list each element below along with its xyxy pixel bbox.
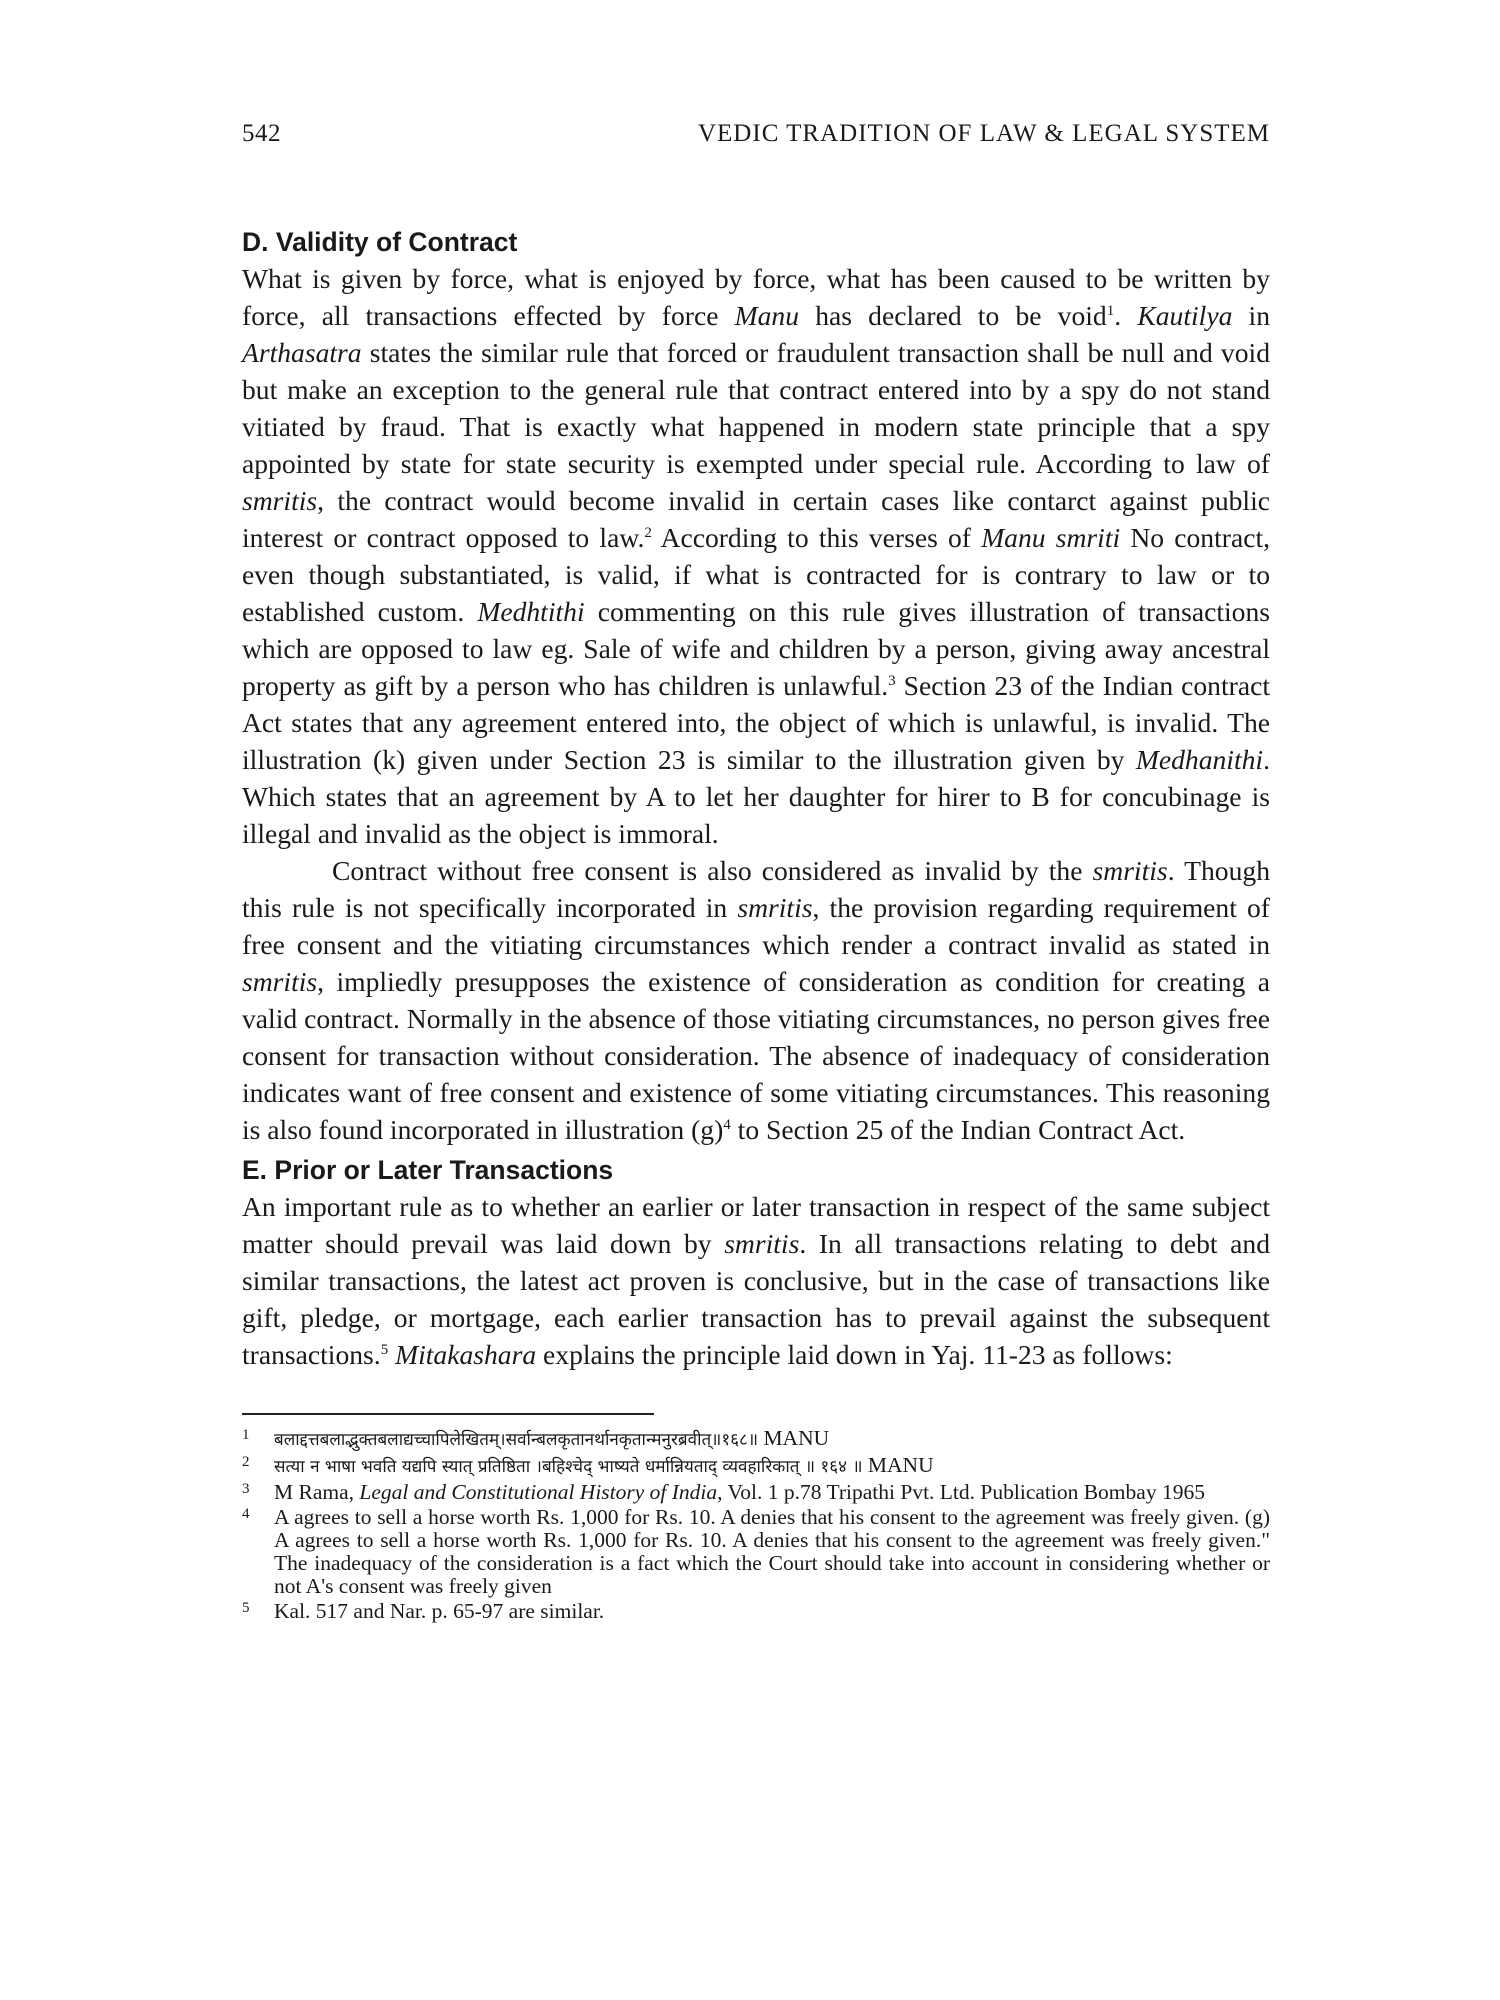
footnote-text: A agrees to sell a horse worth Rs. 1,000 for Rs. 10. A denies that his consent to the agreement was freely given. (g) A agrees to sell a horse worth Rs. 1,000 for Rs. 10. A denies that his consent to the agreement was freely given." The inadequacy of the consideration is a fact which the Court should take into account in considering whether or not A's consent was freely given (274, 1505, 1270, 1598)
section-e-heading: E. Prior or Later Transactions (242, 1155, 614, 1185)
italic-term: smritis (242, 485, 318, 516)
section-d-paragraph-2: Contract without free consent is also considered as invalid by the smritis. Though this rule is not specifically incorporated in smritis, the provision regarding requirement of free consent and the vitiating circumstances which render a contract invalid as stated in smritis, impliedly presupposes the existence of consideration as condition for creating a valid contract. Normally in the absence of those vitiating circumstances, no person gives free consent for transaction without consideration. The absence of inadequacy of consideration indicates want of free consent and existence of some vitiating circumstances. This reasoning is also found incorporated in illustration $(g)^4$ to Section 25 of the Indian Contract Act. (242, 855, 1270, 1145)
footnote-text: बलाद्दत्तबलाद्भुक्तबलाद्यच्चापिलेखितम्।सर्वान्बलकृतानर्थानकृतान्मनुरब्रवीत्॥१६८॥ MANU (274, 1426, 830, 1450)
italic-term: smritis (724, 1228, 800, 1259)
footnote-ref: 2 (644, 524, 652, 541)
footnote-number: 5 (242, 1600, 250, 1616)
footnote-number: 1 (242, 1427, 250, 1443)
italic-term: smritis (737, 892, 813, 923)
footnote-ref: 5 (380, 1341, 389, 1358)
footnote-number: 4 (242, 1506, 250, 1522)
footnote-separator (242, 1413, 654, 1415)
footnote (242, 1600, 1270, 1623)
footnote (242, 1454, 1270, 1479)
footnote-text: Kal. 517 and Nar. p. 65-97 are similar. (274, 1599, 605, 1623)
italic-term: Medhtithi (477, 596, 585, 627)
footnote-ref: 1 (1106, 302, 1115, 319)
footnote-number: 3 (242, 1481, 250, 1497)
page-number: 542 (242, 120, 281, 147)
italic-term: Manu smriti (981, 522, 1121, 553)
footnote (242, 1427, 1270, 1452)
footnote-ref: 3 (888, 672, 896, 689)
footnote (242, 1481, 1270, 1504)
section-e-paragraph-1: An important rule as to whether an earlier or later transaction in respect of the same subject matter should prevail was laid down by smritis. In all transactions relating to debt and similar transactions, the latest act proven is conclusive, but in the case of transactions like gift, pledge, or mortgage, each earlier transaction has to prevail against the subsequent transactions.$^5$ Mitakashara explains the principle laid down in Yaj. 11-23 as follows: (242, 1191, 1270, 1370)
italic-term: Legal and Constitutional History of India (359, 1480, 718, 1504)
italic-term: Arthasatra (242, 337, 362, 368)
section-d-paragraph-1: What is given by force, what is enjoyed by force, what has been caused to be written by force, all transactions effected by force Manu has declared to be void$^1$. Kautilya in Arthasatra states the similar rule that forced or fraudulent transaction shall be null and void but make an exception to the general rule that contract entered into by a spy do not stand vitiated by fraud. That is exactly what happened in modern state principle that a spy appointed by state for state security is exempted under special rule. According to law of smritis, the contract would become invalid in certain cases like contarct against public interest or contract opposed to law.$^2$ According to this verses of Manu smriti No contract, even though substantiated, is valid, if what is contracted for is contrary to law or to established custom. Medhtithi commenting on this rule gives illustration of transactions which are opposed to law eg. Sale of wife and children by a person, giving away ancestral property as gift by a person who has children is unlawful.$^3$ Section 23 of the Indian contract Act states that any agreement entered into, the object of which is unlawful, is invalid. The illustration (k) given under Section 23 is similar to the illustration given by Medhanithi. Which states that an agreement by A to let her daughter for hirer to B for concubinage is illegal and invalid as the object is immoral. (242, 263, 1271, 849)
footnote-ref: 4 (723, 1116, 731, 1133)
footnote-number: 2 (242, 1454, 250, 1470)
sanskrit-verse: सत्या न भाषा भवति यद्यपि स्यात् प्रतिष्ठिता ।बहिश्चेद् भाष्यते धर्मान्नियताद् व्यवहारिकात् ॥ १६४ ॥ (274, 1457, 863, 1477)
footnote (242, 1506, 1270, 1598)
italic-term: Medhanithi (1135, 744, 1264, 775)
footnote-text: M Rama, Legal and Constitutional History of India, Vol. 1 p.78 Tripathi Pvt. Ltd. Publication Bombay 1965 (274, 1480, 1205, 1504)
footnote-text: सत्या न भाषा भवति यद्यपि स्यात् प्रतिष्ठिता ।बहिश्चेद् भाष्यते धर्मान्नियताद् व्यवहारिकात् ॥ १६४ ॥ MANU (274, 1453, 934, 1477)
italic-term: smritis (242, 966, 318, 997)
running-title: VEDIC TRADITION OF LAW & LEGAL SYSTEM (697, 120, 1270, 147)
sanskrit-verse: बलाद्दत्तबलाद्भुक्तबलाद्यच्चापिलेखितम्।सर्वान्बलकृतानर्थानकृतान्मनुरब्रवीत्॥१६८॥ (274, 1430, 759, 1450)
italic-term: Kautilya (1137, 300, 1233, 331)
section-d-heading: D. Validity of Contract (242, 227, 518, 257)
italic-term: smritis (1092, 855, 1168, 886)
book-page (242, 120, 1270, 1625)
footnotes (242, 1427, 1270, 1623)
running-header (242, 120, 1270, 148)
italic-term: Mitakashara (395, 1339, 537, 1370)
italic-term: Manu (734, 300, 800, 331)
